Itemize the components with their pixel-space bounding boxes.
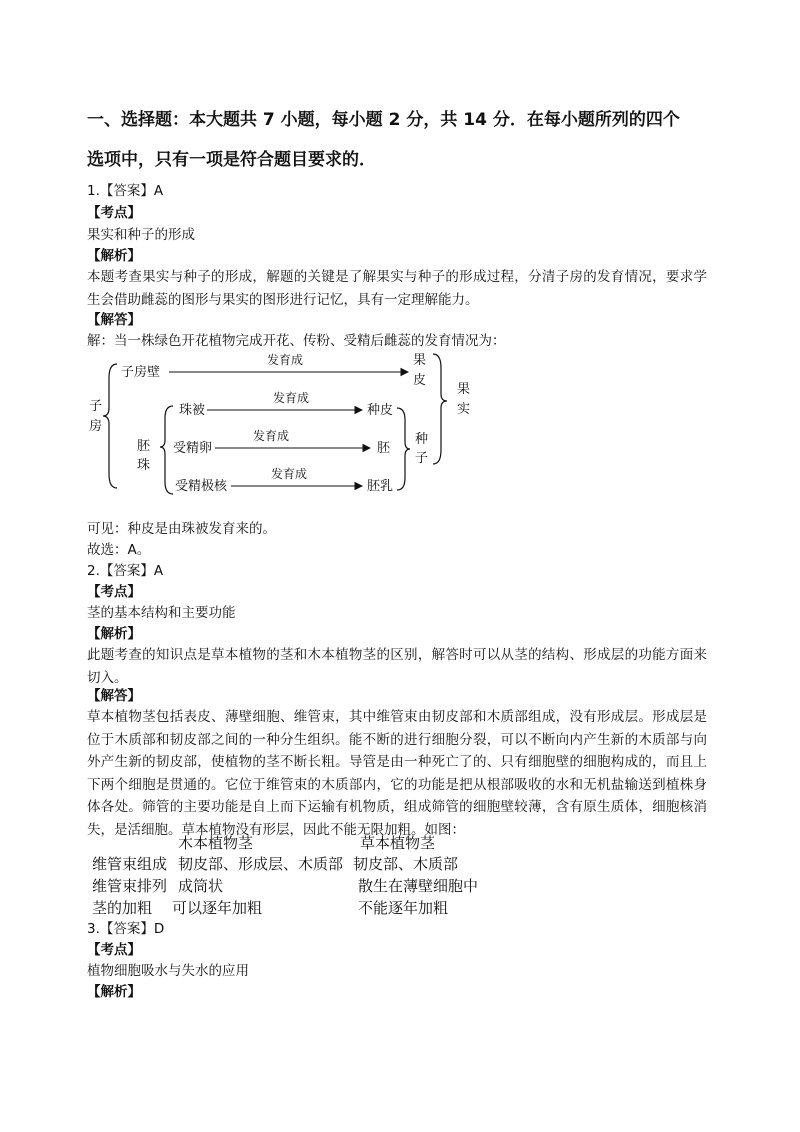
zifangbi-arrow-label: 发育成 [267,353,304,367]
zhongzi-char-1: 种 [415,432,429,447]
q2-jiexi: 此题考查的知识点是草本植物的茎和木本植物茎的区别，解答时可以从茎的结构、形成层的功能方面来切入。 [87,647,707,686]
q1-jiexi-label: 【解析】 [87,248,141,264]
q3-answer: 3.【答案】D [87,921,165,937]
zhongzi-brace [397,408,410,490]
shoujingluan-label: 受精卵 [173,441,213,456]
ovary-development-diagram [85,346,505,501]
peiru-label: 胚乳 [367,479,394,494]
guoshi-char-1: 果 [457,382,471,397]
guoshi-char-2: 实 [457,402,471,417]
zifangbi-label: 子房壁 [121,365,161,380]
guoshi-brace [433,354,447,464]
q2-jieda: 草本植物茎包括表皮、薄壁细胞、维管束，其中维管束由韧皮部和木质部组成，没有形成层。形成层是位于木质部和韧皮部之间的一种分生组织。能不断的进行细胞分裂，可以不断向内产生新的木质部与向外产生新的韧皮部，使植物的茎不断长粗。导管是由一种死亡了的、只有细胞壁的细胞构成的，而且上下两个细胞是贯通的。它位于维管束的木质部内，它的功能是把从根部吸收的水和无机盐输送到植株身体各处。筛管的主要功能是自上而下运输有机物质，组成筛管的细胞壁较薄，含有原生质体，细胞核消失，是活细胞。草本植物没有形层，因此不能无限加粗。如图： [87,709,707,838]
zhubei-label: 珠被 [179,403,206,418]
q2-jiexi-label: 【解析】 [87,626,141,642]
guopi-char-1: 果 [413,353,427,368]
peizhu-brace [160,406,173,494]
zhongzi-char-2: 子 [415,451,429,466]
compare-r1-herb: 韧皮部、木质部 [353,855,459,873]
section-heading-line1: 一、选择题：本大题共 7 小题，每小题 2 分，共 14 分．在每小题所列的四个 [87,110,680,130]
q1-jiexi: 本题考查果实与种子的形成，解题的关键是了解果实与种子的形成过程，分清子房的发育情况，要求学生会借助雌蕊的图形与果实的图形进行记忆，具有一定理解能力。 [87,269,707,308]
compare-r2-woody: 成筒状 [178,877,224,895]
q1-choose: 故选：A。 [87,542,151,558]
q2-jieda-label: 【解答】 [87,688,141,704]
compare-r3-herb: 不能逐年加粗 [358,899,449,917]
zifang-char-2: 房 [89,419,103,434]
zhongpi-label: 种皮 [367,403,394,418]
q1-jieda-label: 【解答】 [87,312,141,328]
peizhu-char-2: 珠 [137,458,151,473]
q3-jiexi-label: 【解析】 [87,984,141,1000]
shoujingluan-arrow-label: 发育成 [253,429,290,443]
compare-r3-woody: 可以逐年加粗 [172,899,263,917]
q1-jieda-intro: 解：当一株绿色开花植物完成开花、传粉、受精后雌蕊的发育情况为： [87,333,506,349]
q3-kaodian-label: 【考点】 [87,942,141,958]
q1-kaodian: 果实和种子的形成 [87,227,195,243]
compare-r2-label: 维管束排列 [92,877,168,895]
q1-answer: 1.【答案】A [87,183,164,199]
pei-label: 胚 [377,441,391,456]
zhubei-arrow-label: 发育成 [273,391,310,405]
q1-conclusion: 可见：种皮是由珠被发育来的。 [87,521,276,537]
q2-kaodian-label: 【考点】 [87,584,141,600]
q3-kaodian: 植物细胞吸水与失水的应用 [87,963,249,979]
q2-kaodian: 茎的基本结构和主要功能 [87,605,236,621]
shoujingjihe-arrow-label: 发育成 [271,467,308,481]
compare-r2-herb: 散生在薄壁细胞中 [358,877,479,895]
shoujingjihe-label: 受精极核 [175,479,228,494]
q1-kaodian-label: 【考点】 [87,205,141,221]
section-heading-line2: 选项中，只有一项是符合题目要求的． [87,150,376,170]
compare-r1-woody: 韧皮部、形成层、木质部 [178,855,344,873]
compare-head-herb: 草本植物茎 [360,834,436,852]
compare-r3-label: 茎的加粗 [92,899,153,917]
compare-r1-label: 维管束组成 [92,855,168,873]
guopi-char-2: 皮 [413,373,427,388]
q2-answer: 2.【答案】A [87,563,164,579]
compare-head-woody: 木本植物茎 [178,834,254,852]
peizhu-char-1: 胚 [137,439,151,454]
zifang-brace [103,364,117,488]
zifang-char-1: 子 [89,399,103,414]
